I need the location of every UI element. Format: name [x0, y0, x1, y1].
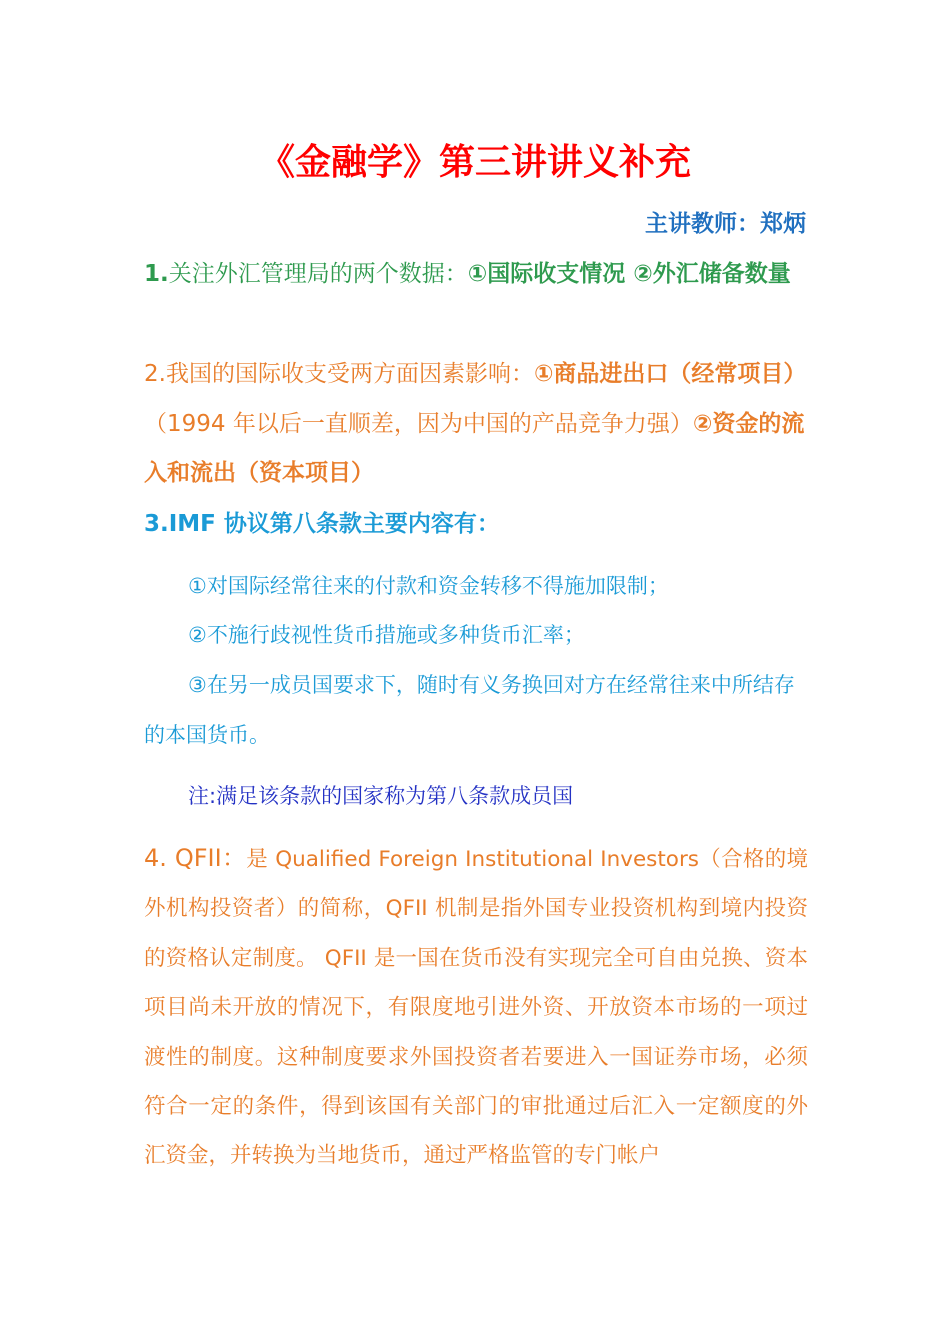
section-1-highlight: ①国际收支情况 ②外汇储备数量 — [467, 261, 791, 287]
section-3-item-3: ③在另一成员国要求下，随时有义务换回对方在经常往来中所结存的本国货币。 — [144, 673, 795, 747]
section-2-highlight-b: ②资金的流入和流出（资本项目） — [144, 410, 805, 486]
section-1-text: 关注外汇管理局的两个数据： — [168, 261, 468, 287]
section-3-item-2: ②不施行歧视性货币措施或多种货币汇率； — [188, 623, 585, 647]
section-3-note: 注:满足该条款的国家称为第八条款成员国 — [188, 784, 574, 808]
section-1 — [144, 250, 808, 300]
section-3-item-1: ①对国际经常往来的付款和资金转移不得施加限制； — [188, 574, 669, 598]
section-2-highlight-a: ①商品进出口（经常项目） — [533, 361, 807, 387]
section-2-number: 2. — [144, 361, 166, 387]
section-4 — [144, 834, 808, 1181]
section-4-lead: 4. QFII： — [144, 844, 247, 872]
section-2 — [144, 350, 808, 499]
document-title: 《金融学》第三讲讲义补充 — [258, 142, 691, 183]
section-4-text: 是 Qualified Foreign Institutional Investors（合格的境外机构投资者）的简称，QFII 机制是指外国专业投资机构到境内投资的资格认定制度。 QFII 是一国在货币没有实现完全可自由兑换、资本项目尚未开放的情况下，有限度地引进外资、开放资本市场的一项过渡性的制度。这种制度要求外国投资者若要进入一国证券市场，必须符合一定的条件，得到该国有关部门的审批通过后汇入一定额度的外汇资金，并转换为当地货币，通过严格监管的专门帐户 — [144, 847, 808, 1169]
section-2-text-a: 我国的国际收支受两方面因素影响： — [165, 361, 534, 387]
section-1-number: 1. — [144, 261, 169, 287]
teacher-name: 主讲教师：郑炳 — [645, 211, 806, 237]
section-2-text-b: （1994 年以后一直顺差，因为中国的产品竞争力强） — [144, 410, 693, 437]
section-3-heading: 3.IMF 协议第八条款主要内容有： — [144, 511, 500, 537]
